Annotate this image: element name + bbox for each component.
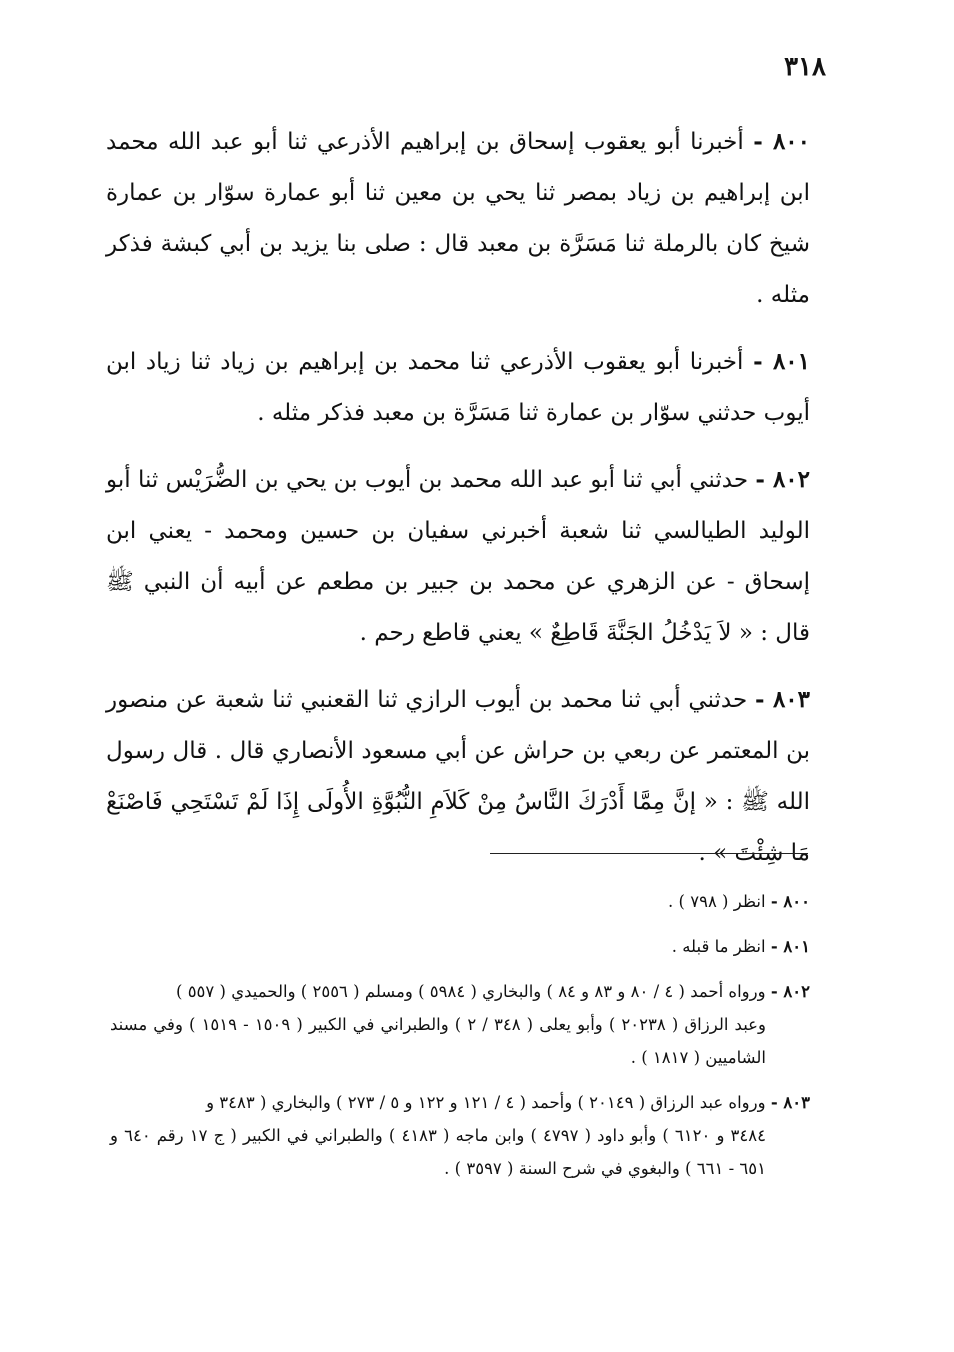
hadith-number: ٨٠٣ - — [754, 686, 810, 713]
hadith-801 — [106, 336, 810, 439]
footnote-number: ٨٠٢ - — [770, 982, 810, 1001]
footnotes — [110, 885, 810, 1197]
footnote-802 — [110, 975, 810, 1074]
footnote-text: انظر ( ٧٩٨ ) . — [668, 892, 766, 911]
hadith-number: ٨٠١ - — [753, 348, 810, 375]
hadith-number: ٨٠٢ - — [755, 466, 811, 493]
footnote-800 — [110, 885, 810, 918]
hadith-802 — [106, 454, 810, 659]
footnote-first-line — [110, 1086, 810, 1119]
hadith-text: حدثني أبي ثنا أبو عبد الله محمد بن أيوب بن يحي بن الضُّرَيْس ثنا أبو الوليد الطيالسي ثنا شعبة أخبرني سفيان بن حسين ومحمد - يعني ابن إسحاق - عن الزهري عن محمد بن جبير بن مطعم عن أبيه أن النبي ﷺ قال : « لاَ يَدْخُلُ الجَنَّةَ قَاطِعٌ » يعني قاطع رحم . — [106, 467, 810, 646]
hadith-text: حدثني أبي ثنا محمد بن أيوب الرازي ثنا القعنبي ثنا شعبة عن منصور بن المعتمر عن ربعي بن حراش عن أبي مسعود الأنصاري قال . قال رسول الله ﷺ : « إنَّ مِمَّا أَدْرَكَ النَّاسُ مِنْ كَلاَمِ النُّبُوَّةِ الأُولَى إِذَا لَمْ تَسْتَحِي فَاصْنَعْ مَا شِئْتَ » . — [106, 687, 810, 866]
hadith-803 — [106, 674, 810, 879]
footnote-text: انظر ما قبله . — [671, 937, 766, 956]
footnote-803 — [110, 1086, 810, 1185]
footnote-first-line — [110, 975, 810, 1008]
footnote-number: ٨٠٣ - — [770, 1093, 810, 1112]
footnote-number: ٨٠٠ - — [770, 892, 810, 911]
footnote-first-line — [110, 885, 810, 918]
footnote-number: ٨٠١ - — [770, 937, 810, 956]
hadith-800 — [106, 116, 810, 321]
footnote-divider — [490, 853, 808, 854]
footnote-first-line — [110, 930, 810, 963]
page-number: ٣١٨ — [784, 52, 826, 82]
footnote-text: ورواه عبد الرزاق ( ٢٠١٤٩ ) وأحمد ( ٤ / ١٢١ و ١٢٢ و ٥ / ٢٧٣ ) والبخاري ( ٣٤٨٣ و — [206, 1093, 766, 1112]
main-text — [106, 116, 810, 879]
footnote-801 — [110, 930, 810, 963]
footnote-continuation: ٣٤٨٤ و ٦١٢٠ ) وأبو داود ( ٤٧٩٧ ) وابن ماجه ( ٤١٨٣ ) والطبراني في الكبير ( ج ١٧ رقم ٦٤٠ و ٦٥١ - ٦٦١ ) والبغوي في شرح السنة ( ٣٥٩٧ ) . — [110, 1126, 766, 1178]
footnote-continuation: وعبد الرزاق ( ٢٠٢٣٨ ) وأبو يعلى ( ٣٤٨ / ٢ ) والطبراني في الكبير ( ١٥٠٩ - ١٥١٩ ) وفي مسند الشاميين ( ١٨١٧ ) . — [110, 1015, 766, 1067]
hadith-number: ٨٠٠ - — [753, 128, 810, 155]
hadith-text: أخبرنا أبو يعقوب الأذرعي ثنا محمد بن إبراهيم بن زياد ثنا زياد ابن أيوب حدثني سوّار بن عمارة ثنا مَسَرَّة بن معبد فذكر مثله . — [106, 349, 810, 426]
hadith-text: أخبرنا أبو يعقوب إسحاق بن إبراهيم الأذرعي ثنا أبو عبد الله محمد ابن إبراهيم بن زياد بمصر ثنا يحي بن معين ثنا أبو عمارة سوّار بن عمارة شيخ كان بالرملة ثنا مَسَرَّة بن معبد قال : صلى بنا يزيد بن أبي كبشة فذكر مثله . — [106, 129, 810, 308]
footnote-text: ورواه أحمد ( ٤ / ٨٠ و ٨٣ و ٨٤ ) والبخاري ( ٥٩٨٤ ) ومسلم ( ٢٥٥٦ ) والحميدي ( ٥٥٧ ) — [176, 982, 766, 1001]
